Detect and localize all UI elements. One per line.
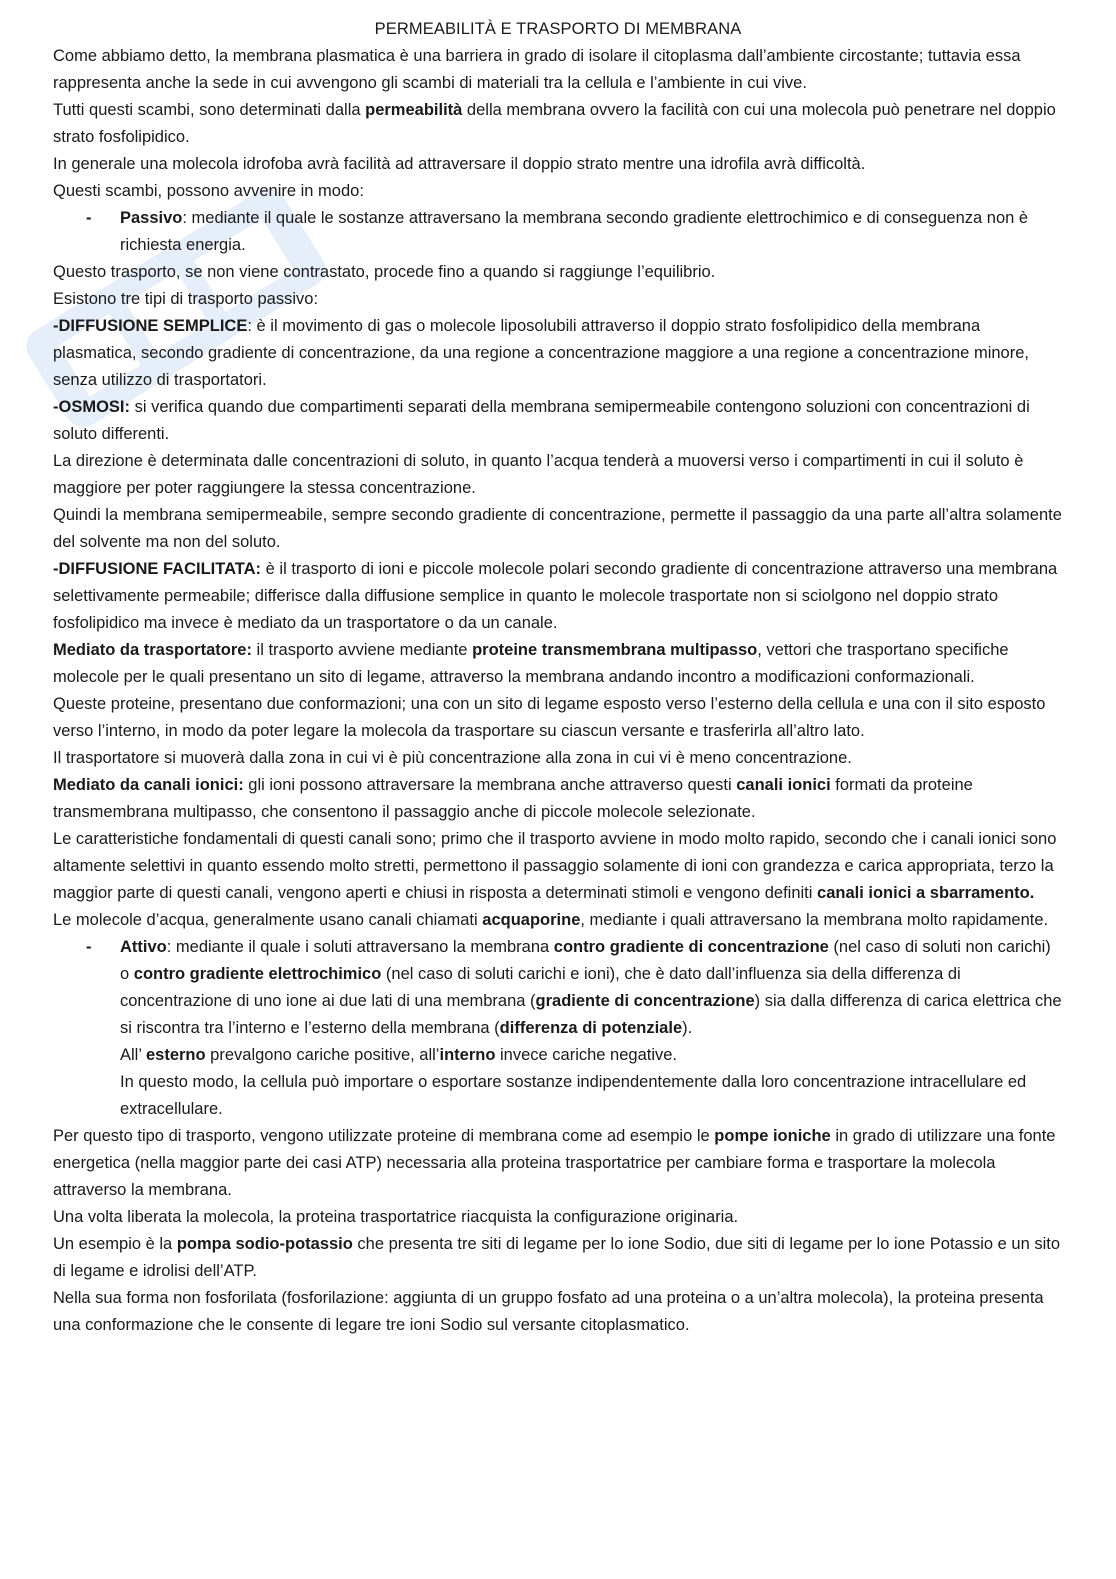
list-item: [53, 934, 1063, 1042]
paragraph: [53, 826, 1063, 907]
list-item: [53, 205, 1063, 259]
paragraph: [53, 259, 1063, 286]
paragraph: [53, 745, 1063, 772]
document-title: PERMEABILITÀ E TRASPORTO DI MEMBRANA: [374, 20, 742, 38]
text-run: Questi scambi, possono avvenire in modo:: [53, 182, 364, 200]
paragraph: [53, 97, 1063, 151]
text-run: : mediante il quale le sostanze attraversano la membrana secondo gradiente elettrochimico e di conseguenza non è richiesta energia.: [120, 209, 1029, 254]
paragraph: [53, 772, 1063, 826]
bold-text: interno: [439, 1046, 496, 1064]
text-run: prevalgono cariche positive, all’: [205, 1046, 440, 1064]
text-run: Come abbiamo detto, la membrana plasmatica è una barriera in grado di isolare il citoplasma dall’ambiente circostante; tuttavia essa rappresenta anche la sede in cui avvengono gli scambi di materiali tra la cellula e l’ambiente in cui vive.: [53, 47, 1021, 92]
text-run: : è il movimento di gas o molecole liposolubili attraverso il doppio strato fosfolipidico della membrana plasmatica, secondo gradiente di concentrazione, da una regione a concentrazione maggiore a una regione a concentrazione minore, senza utilizzo di trasportatori.: [53, 317, 1029, 389]
paragraph: [53, 313, 1063, 394]
bold-text: esterno: [145, 1046, 206, 1064]
text-run: Per questo tipo di trasporto, vengono utilizzate proteine di membrana come ad esempio le: [53, 1127, 715, 1145]
bold-text: acquaporine: [482, 911, 581, 929]
bold-text: gradiente di concentrazione: [535, 992, 755, 1010]
bold-text: canali ionici: [736, 776, 831, 794]
bold-text: -OSMOSI:: [53, 398, 130, 416]
text-run: ).: [682, 1019, 693, 1037]
bold-text: -DIFFUSIONE SEMPLICE: [53, 317, 248, 335]
bold-text: Mediato da trasportatore:: [53, 641, 252, 659]
text-run: , mediante i quali attraversano la membrana molto rapidamente.: [580, 911, 1049, 929]
bold-text: pompe ioniche: [714, 1127, 831, 1145]
text-run: Tutti questi scambi, sono determinati dalla: [53, 101, 366, 119]
bold-text: canali ionici a sbarramento.: [817, 884, 1035, 902]
text-run: Queste proteine, presentano due conformazioni; una con un sito di legame esposto verso l’esterno della cellula e una con il sito esposto verso l’interno, in modo da poter legare la molecola da trasportare su ciascun versante e trasferirla all’altro lato.: [53, 695, 1046, 740]
paragraph: [53, 448, 1063, 502]
text-run: Una volta liberata la molecola, la proteina trasportatrice riacquista la configurazione originaria.: [53, 1208, 739, 1226]
paragraph: [53, 43, 1063, 97]
bold-text: differenza di potenziale: [499, 1019, 683, 1037]
paragraph: [53, 286, 1063, 313]
paragraph: [53, 691, 1063, 745]
bold-text: contro gradiente elettrochimico: [133, 965, 382, 983]
paragraph: [53, 1231, 1063, 1285]
bold-text: proteine transmembrana multipasso: [472, 641, 758, 659]
bullet-dash: -: [86, 938, 92, 956]
text-run: ) sia dalla differenza di carica elettrica che si riscontra tra l’interno e l’esterno della membrana (: [120, 992, 1062, 1037]
paragraph: [53, 151, 1063, 178]
text-run: In questo modo, la cellula può importare o esportare sostanze indipendentemente dalla loro concentrazione intracellulare ed extracellulare.: [120, 1073, 1027, 1118]
bold-text: contro gradiente di concentrazione: [553, 938, 829, 956]
document-page: [53, 16, 1063, 1339]
text-run: Nella sua forma non fosforilata (fosforilazione: aggiunta di un gruppo fosfato ad una proteina o a un’altra molecola), la proteina presenta una conformazione che le consente di legare tre ioni Sodio sul versante citoplasmatico.: [53, 1289, 1044, 1334]
bold-text: -DIFFUSIONE FACILITATA:: [53, 560, 262, 578]
text-run: La direzione è determinata dalle concentrazioni di soluto, in quanto l’acqua tenderà a muoversi verso i compartimenti in cui il soluto è maggiore per poter raggiungere la stessa concentrazione.: [53, 452, 1024, 497]
text-run: gli ioni possono attraversare la membrana anche attraverso questi: [243, 776, 737, 794]
text-run: si verifica quando due compartimenti separati della membrana semipermeabile contengono soluzioni con concentrazioni di soluto differenti.: [53, 398, 1030, 443]
bullet-dash: -: [86, 209, 92, 227]
text-run: : mediante il quale i soluti attraversano la membrana: [166, 938, 554, 956]
bold-text: Mediato da canali ionici:: [53, 776, 244, 794]
bold-text: Passivo: [120, 209, 183, 227]
text-run: Le caratteristiche fondamentali di questi canali sono; primo che il trasporto avviene in modo molto rapido, secondo che i canali ionici sono altamente selettivi in quanto essendo molto stretti, permettono il passaggio solamente di ioni con grandezza e carica appropriata, terzo la maggior parte di questi canali, vengono aperti e chiusi in risposta a determinati stimoli e vengono definiti: [53, 830, 1057, 902]
text-run: , vettori che trasportano specifiche molecole per le quali presentano un sito di legame, attraverso la membrana andando incontro a modificazioni conformazionali.: [53, 641, 1009, 686]
text-run: In generale una molecola idrofoba avrà facilità ad attraversare il doppio strato mentre una idrofila avrà difficoltà.: [53, 155, 866, 173]
paragraph: [53, 1123, 1063, 1204]
paragraph: [53, 907, 1063, 934]
paragraph: [53, 1285, 1063, 1339]
paragraph: [53, 556, 1063, 637]
text-run: della membrana ovvero la facilità con cui una molecola può penetrare nel doppio strato fosfolipidico.: [53, 101, 1056, 146]
bold-text: Attivo: [120, 938, 167, 956]
paragraph: [53, 178, 1063, 205]
bold-text: pompa sodio-potassio: [176, 1235, 353, 1253]
paragraph: [53, 502, 1063, 556]
text-run: che presenta tre siti di legame per lo ione Sodio, due siti di legame per lo ione Potassio e un sito di legame e idrolisi dell’ATP.: [53, 1235, 1061, 1280]
text-run: è il trasporto di ioni e piccole molecole polari secondo gradiente di concentrazione attraverso una membrana selettivamente permeabile; differisce dalla diffusione semplice in quanto le molecole trasportate non si sciolgono nel doppio strato fosfolipidico ma invece è mediato da un trasportatore o da un canale.: [53, 560, 1058, 632]
text-run: (nel caso di soluti carichi e ioni), che è dato dall’influenza sia della differenza di concentrazione di uno ione ai due lati di una membrana (: [120, 965, 961, 1010]
text-run: Questo trasporto, se non viene contrastato, procede fino a quando si raggiunge l’equilibrio.: [53, 263, 716, 281]
text-run: in grado di utilizzare una fonte energetica (nella maggior parte dei casi ATP) necessaria alla proteina trasportatrice per cambiare forma e trasportare la molecola attraverso la membrana.: [53, 1127, 1056, 1199]
list-item: [53, 1069, 1063, 1123]
list-item: [53, 1042, 1063, 1069]
paragraph: [53, 637, 1063, 691]
text-run: Quindi la membrana semipermeabile, sempre secondo gradiente di concentrazione, permette il passaggio da una parte all’altra solamente del solvente ma non del soluto.: [53, 506, 1062, 551]
paragraph: [53, 394, 1063, 448]
text-run: il trasporto avviene mediante: [251, 641, 473, 659]
document-body: [53, 43, 1063, 1339]
text-run: invece cariche negative.: [495, 1046, 678, 1064]
text-run: formati da proteine transmembrana multipasso, che consentono il passaggio anche di piccole molecole selezionate.: [53, 776, 973, 821]
text-run: Il trasportatore si muoverà dalla zona in cui vi è più concentrazione alla zona in cui vi è meno concentrazione.: [53, 749, 852, 767]
paragraph: [53, 1204, 1063, 1231]
text-run: Un esempio è la: [53, 1235, 177, 1253]
text-run: (nel caso di soluti non carichi) o: [120, 938, 1051, 983]
text-run: Le molecole d’acqua, generalmente usano canali chiamati: [53, 911, 483, 929]
bold-text: permeabilità: [365, 101, 463, 119]
text-run: All’: [120, 1046, 146, 1064]
text-run: Esistono tre tipi di trasporto passivo:: [53, 290, 319, 308]
